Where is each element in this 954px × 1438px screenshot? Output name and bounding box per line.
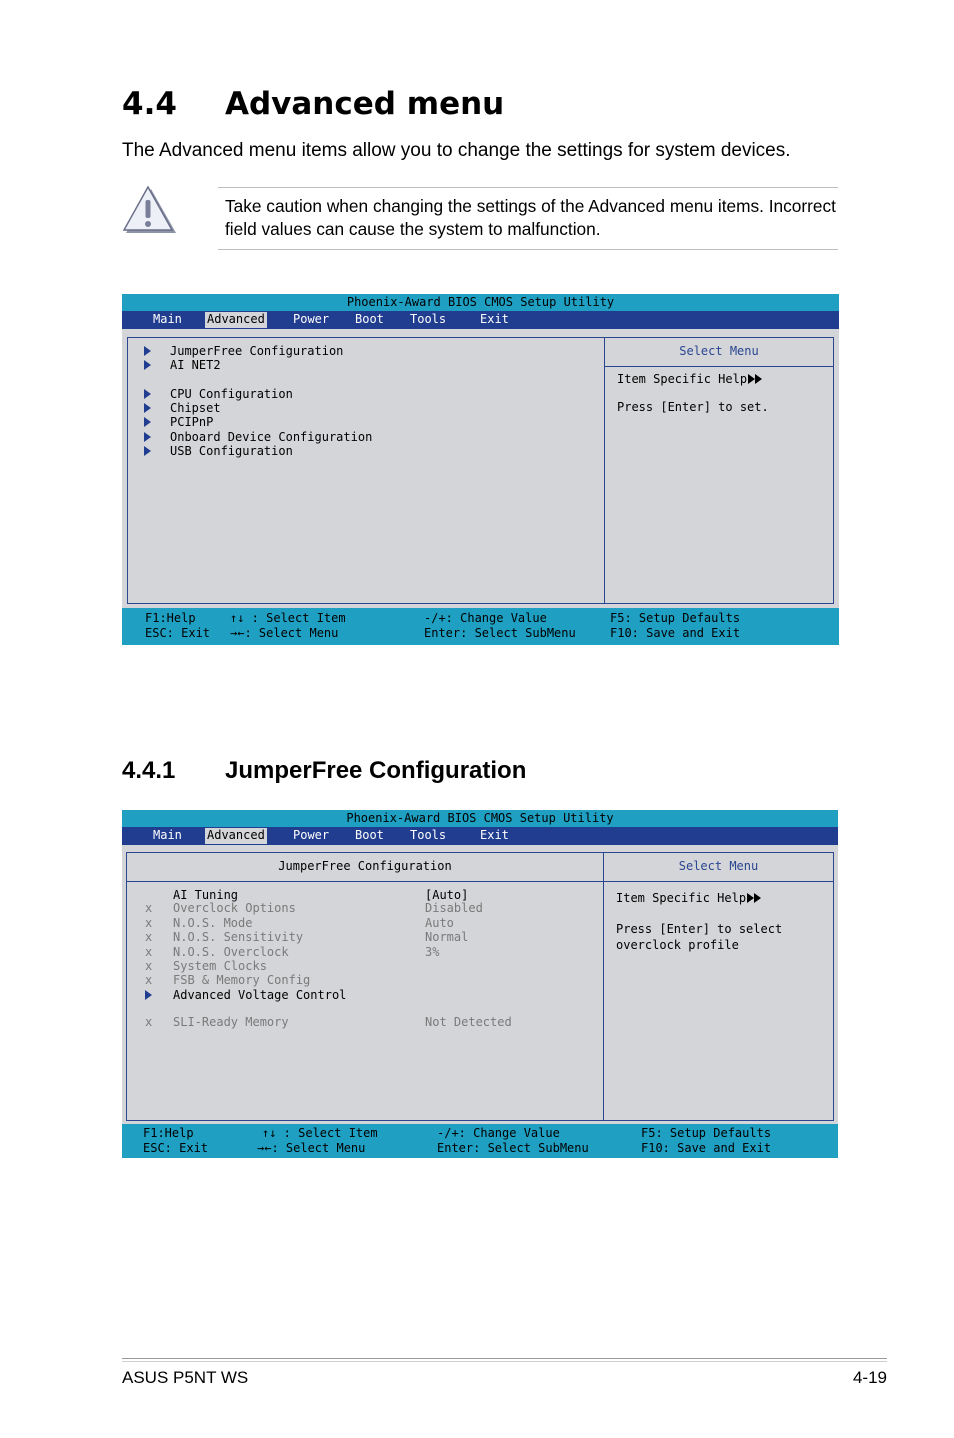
- setting-nos-mode-value: Auto: [425, 916, 454, 930]
- bios-body: [122, 329, 839, 608]
- help-text-line2: overclock profile: [616, 938, 739, 952]
- key-f5-defaults: F5: Setup Defaults: [610, 611, 741, 625]
- bios-screen-jumperfree: [122, 810, 838, 1158]
- footer-rule: [122, 1358, 887, 1359]
- menu-item-cpu[interactable]: CPU Configuration: [170, 387, 293, 401]
- section-title: Advanced menu: [225, 86, 505, 122]
- submenu-arrow-icon: [144, 446, 151, 456]
- setting-ai-tuning-value[interactable]: [Auto]: [425, 888, 469, 902]
- footer-product: ASUS P5NT WS: [122, 1368, 249, 1387]
- setting-nos-mode: N.O.S. Mode: [173, 916, 253, 930]
- setting-sli-ready-memory-value: Not Detected: [425, 1015, 512, 1029]
- menu-item-pcipnp[interactable]: PCIPnP: [170, 415, 214, 429]
- help-panel-header: Select Menu: [604, 853, 833, 882]
- menu-power[interactable]: Power: [293, 828, 330, 842]
- key-f10-save: F10: Save and Exit: [610, 626, 741, 640]
- setting-ai-tuning[interactable]: AI Tuning: [173, 888, 239, 902]
- key-change-value: -/+: Change Value: [437, 1126, 560, 1140]
- menu-tools[interactable]: Tools: [410, 312, 447, 326]
- bios-screen-advanced: [122, 294, 839, 645]
- key-select-submenu: Enter: Select SubMenu: [424, 626, 576, 640]
- subsection-title: JumperFree Configuration: [225, 757, 527, 784]
- setting-fsb-memory: FSB & Memory Config: [173, 973, 311, 987]
- section-number: 4.4: [122, 86, 177, 122]
- caution-line-2: field values can cause the system to malfunction.: [225, 219, 601, 239]
- caution-top-rule: [218, 187, 838, 188]
- disabled-marker: x: [145, 930, 153, 944]
- key-f1-help: F1:Help: [145, 611, 196, 625]
- setting-nos-overclock: N.O.S. Overclock: [173, 945, 289, 959]
- menu-advanced[interactable]: Advanced: [207, 312, 265, 326]
- footer-rule-light: [122, 1361, 887, 1362]
- setting-overclock-options-value: Disabled: [425, 901, 483, 915]
- key-select-item: ↑↓ : Select Item: [262, 1126, 378, 1140]
- help-title-text: Item Specific Help: [616, 891, 747, 905]
- disabled-marker: x: [145, 959, 153, 973]
- key-esc-exit: ESC: Exit: [145, 626, 211, 640]
- menu-exit[interactable]: Exit: [480, 828, 509, 842]
- menu-boot[interactable]: Boot: [355, 828, 384, 842]
- key-change-value: -/+: Change Value: [424, 611, 547, 625]
- menu-main[interactable]: Main: [153, 312, 182, 326]
- setting-sli-ready-memory: SLI-Ready Memory: [173, 1015, 289, 1029]
- bios-menu-panel: [127, 337, 605, 604]
- menu-item-usb[interactable]: USB Configuration: [170, 444, 293, 458]
- menu-exit[interactable]: Exit: [480, 312, 509, 326]
- help-text-line1: Press [Enter] to select: [616, 922, 783, 936]
- key-f10-save: F10: Save and Exit: [641, 1141, 772, 1155]
- double-arrow-icon: [747, 374, 763, 384]
- submenu-arrow-icon: [145, 990, 152, 1000]
- setting-advanced-voltage[interactable]: Advanced Voltage Control: [173, 988, 347, 1002]
- double-arrow-icon: [746, 893, 762, 903]
- setting-system-clocks: System Clocks: [173, 959, 267, 973]
- disabled-marker: x: [145, 916, 153, 930]
- menu-item-jumperfree[interactable]: JumperFree Configuration: [170, 344, 344, 358]
- key-esc-exit: ESC: Exit: [143, 1141, 209, 1155]
- help-title: [616, 891, 762, 905]
- submenu-arrow-icon: [144, 360, 151, 370]
- help-title: [617, 372, 763, 386]
- bios-menu-bar: [122, 827, 838, 845]
- bios-title-bar: Phoenix-Award BIOS CMOS Setup Utility: [122, 810, 838, 827]
- bios-key-bar: [122, 1124, 838, 1158]
- submenu-arrow-icon: [144, 389, 151, 399]
- bios-title-bar: Phoenix-Award BIOS CMOS Setup Utility: [122, 294, 839, 311]
- key-select-menu: →←: Select Menu: [257, 1141, 366, 1155]
- setting-nos-sensitivity: N.O.S. Sensitivity: [173, 930, 304, 944]
- subsection-number: 4.4.1: [122, 757, 176, 784]
- disabled-marker: x: [145, 901, 153, 915]
- submenu-arrow-icon: [144, 346, 151, 356]
- setting-nos-sensitivity-value: Normal: [425, 930, 469, 944]
- intro-text: The Advanced menu items allow you to change the settings for system devices.: [122, 140, 791, 161]
- key-select-item: ↑↓ : Select Item: [230, 611, 346, 625]
- setting-overclock-options: Overclock Options: [173, 901, 296, 915]
- menu-power[interactable]: Power: [293, 312, 330, 326]
- footer-page-number: 4-19: [852, 1368, 887, 1387]
- disabled-marker: x: [145, 973, 153, 987]
- key-f5-defaults: F5: Setup Defaults: [641, 1126, 772, 1140]
- submenu-arrow-icon: [144, 403, 151, 413]
- help-text: Press [Enter] to set.: [617, 400, 769, 414]
- submenu-arrow-icon: [144, 432, 151, 442]
- help-panel-header: Select Menu: [605, 338, 833, 367]
- menu-tools[interactable]: Tools: [410, 828, 447, 842]
- bios-key-bar: [122, 608, 839, 645]
- key-select-menu: →←: Select Menu: [230, 626, 339, 640]
- bios-menu-bar: [122, 311, 839, 329]
- key-f1-help: F1:Help: [143, 1126, 194, 1140]
- jumperfree-panel-header: JumperFree Configuration: [127, 853, 603, 882]
- caution-line-1: Take caution when changing the settings of the Advanced menu items. Incorrect: [225, 196, 836, 216]
- menu-item-chipset[interactable]: Chipset: [170, 401, 221, 415]
- warning-triangle-icon: [122, 186, 178, 236]
- setting-nos-overclock-value: 3%: [425, 945, 440, 959]
- disabled-marker: x: [145, 945, 153, 959]
- disabled-marker: x: [145, 1015, 153, 1029]
- menu-main[interactable]: Main: [153, 828, 182, 842]
- bios-body: [122, 845, 838, 1124]
- menu-advanced[interactable]: Advanced: [207, 828, 265, 842]
- caution-bottom-rule: [218, 249, 838, 250]
- menu-boot[interactable]: Boot: [355, 312, 384, 326]
- caution-text: [225, 195, 845, 241]
- menu-item-onboard[interactable]: Onboard Device Configuration: [170, 430, 373, 444]
- key-select-submenu: Enter: Select SubMenu: [437, 1141, 589, 1155]
- help-title-text: Item Specific Help: [617, 372, 748, 386]
- submenu-arrow-icon: [144, 417, 151, 427]
- menu-item-ai-net2[interactable]: AI NET2: [170, 358, 221, 372]
